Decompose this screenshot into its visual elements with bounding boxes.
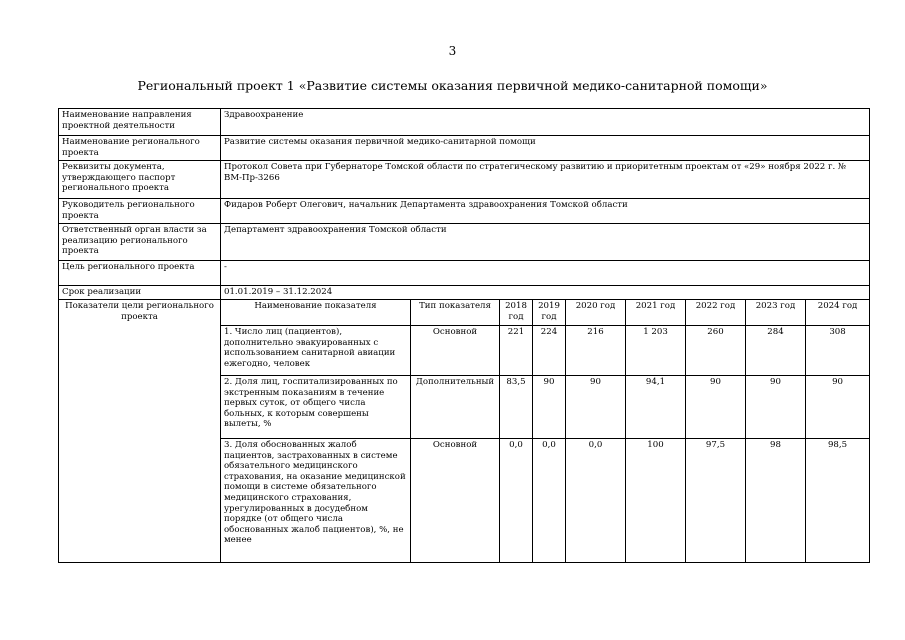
indicator-value: 0,0 <box>566 439 626 563</box>
indicator-value: 100 <box>626 439 686 563</box>
row-value: Здравоохранение <box>221 109 870 136</box>
indicator-name: 1. Число лиц (пациентов), дополнительно эвакуированных с использованием санитарной авиации ежегодно, человек <box>221 326 411 376</box>
row-value: - <box>221 261 870 286</box>
indicator-value: 90 <box>746 376 806 439</box>
indicator-value: 98 <box>746 439 806 563</box>
project-passport-table <box>58 108 870 563</box>
indicator-value: 97,5 <box>686 439 746 563</box>
indicator-value: 260 <box>686 326 746 376</box>
passport-row-head <box>59 199 870 224</box>
indicator-value: 284 <box>746 326 806 376</box>
row-label: Срок реализации <box>59 286 221 300</box>
indicator-value: 0,0 <box>500 439 533 563</box>
row-value: Развитие системы оказания первичной медико-санитарной помощи <box>221 136 870 161</box>
header-indicator-name: Наименование показателя <box>221 300 411 326</box>
indicator-type: Дополнительный <box>411 376 500 439</box>
indicator-value: 1 203 <box>626 326 686 376</box>
indicator-name: 3. Доля обоснованных жалоб пациентов, застрахованных в системе обязательного медицинского страхования, на оказание медицинской помощи в системе обязательного медицинского страхования, урегулированных в досудебном порядке (от общего числа обоснованных жалоб пациентов), %, не менее <box>221 439 411 563</box>
indicators-header-row <box>59 300 870 326</box>
indicator-value: 221 <box>500 326 533 376</box>
passport-row-direction <box>59 109 870 136</box>
passport-row-period <box>59 286 870 300</box>
row-label: Наименование регионального проекта <box>59 136 221 161</box>
indicator-value: 98,5 <box>806 439 870 563</box>
row-value: Департамент здравоохранения Томской области <box>221 224 870 261</box>
passport-row-project-name <box>59 136 870 161</box>
indicator-name: 2. Доля лиц, госпитализированных по экстренным показаниям в течение первых суток, от общего числа больных, к которым совершены вылеты, % <box>221 376 411 439</box>
passport-row-document <box>59 161 870 199</box>
page-number: 3 <box>448 44 457 58</box>
row-value: Протокол Совета при Губернаторе Томской области по стратегическому развитию и приоритетным проектам от «29» ноября 2022 г. № ВМ-Пр-3266 <box>221 161 870 199</box>
row-label: Ответственный орган власти за реализацию регионального проекта <box>59 224 221 261</box>
indicator-value: 94,1 <box>626 376 686 439</box>
header-year: 2018 год <box>500 300 533 326</box>
indicator-value: 308 <box>806 326 870 376</box>
header-year: 2019 год <box>533 300 566 326</box>
indicator-value: 90 <box>806 376 870 439</box>
row-label: Реквизиты документа, утверждающего паспорт регионального проекта <box>59 161 221 199</box>
row-value: 01.01.2019 – 31.12.2024 <box>221 286 870 300</box>
header-year: 2021 год <box>626 300 686 326</box>
header-year: 2022 год <box>686 300 746 326</box>
indicator-value: 83,5 <box>500 376 533 439</box>
row-value: Фидаров Роберт Олегович, начальник Департамента здравоохранения Томской области <box>221 199 870 224</box>
row-label: Руководитель регионального проекта <box>59 199 221 224</box>
row-label: Наименование направления проектной деятельности <box>59 109 221 136</box>
header-year: 2023 год <box>746 300 806 326</box>
indicator-type: Основной <box>411 439 500 563</box>
indicator-value: 216 <box>566 326 626 376</box>
indicator-value: 224 <box>533 326 566 376</box>
indicator-value: 90 <box>686 376 746 439</box>
header-indicator-type: Тип показателя <box>411 300 500 326</box>
document-title: Региональный проект 1 «Развитие системы оказания первичной медико-санитарной помощи» <box>137 78 768 93</box>
indicators-section-label: Показатели цели регионального проекта <box>59 300 221 563</box>
indicator-value: 90 <box>533 376 566 439</box>
row-label: Цель регионального проекта <box>59 261 221 286</box>
passport-row-responsible <box>59 224 870 261</box>
header-year: 2020 год <box>566 300 626 326</box>
indicator-type: Основной <box>411 326 500 376</box>
passport-row-goal <box>59 261 870 286</box>
indicator-value: 90 <box>566 376 626 439</box>
indicator-value: 0,0 <box>533 439 566 563</box>
header-year: 2024 год <box>806 300 870 326</box>
